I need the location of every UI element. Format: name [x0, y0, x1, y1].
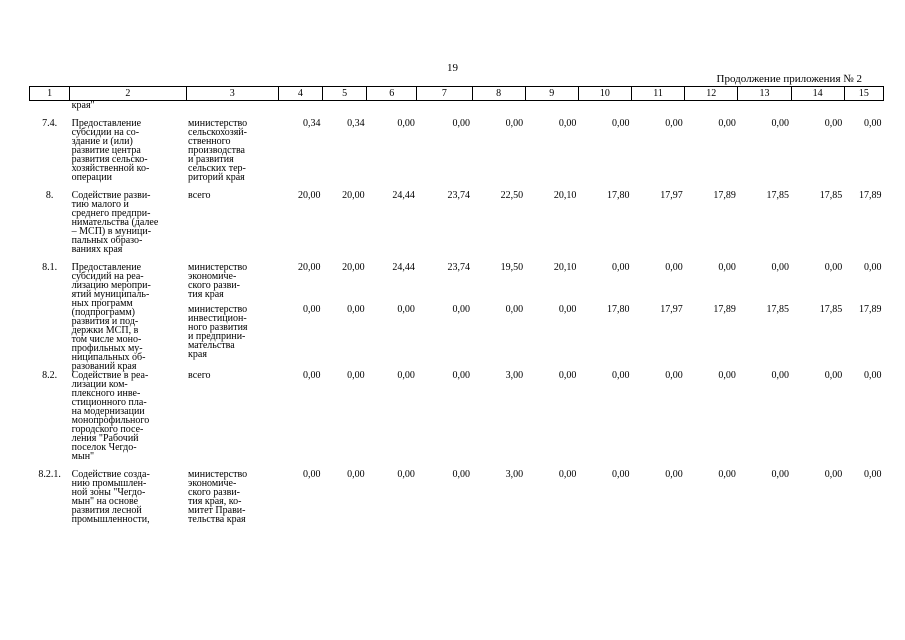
executor-line: мательства [188, 339, 235, 351]
value-cell: 0,00 [824, 262, 843, 273]
column-header: 5 [323, 87, 367, 101]
executor-line: всего [188, 370, 211, 381]
executor [186, 305, 278, 371]
column-header: 11 [632, 87, 685, 101]
value-cell: 23,74 [447, 190, 470, 201]
table-row [30, 113, 884, 191]
table-row [30, 470, 884, 533]
value-cell: 20,00 [342, 190, 365, 201]
value-cell: 17,97 [660, 190, 683, 201]
value-cell: 17,97 [660, 303, 683, 315]
executor-line: сельскохозяй- [188, 127, 247, 138]
executor-line: министерство [188, 262, 248, 273]
value-cell: 19,50 [500, 262, 524, 273]
item-name-line: монопрофильного [71, 415, 150, 426]
value-cell: 0,00 [824, 118, 843, 129]
value-cell: 0,00 [864, 370, 882, 381]
executor [186, 470, 278, 533]
value-cell: 0,00 [718, 469, 736, 480]
item-name-line: среднего предпри- [71, 208, 151, 219]
value-cell: 17,85 [819, 303, 843, 315]
item-name-line: – МСП) в муници- [71, 226, 152, 237]
column-number-row [30, 87, 884, 101]
executor-line: тия края, ко- [188, 496, 242, 507]
executor-line: тия края [188, 289, 224, 300]
value-cell: 0,00 [347, 370, 365, 381]
value-cell: 0,00 [612, 370, 630, 381]
value-cell: 0,00 [824, 370, 843, 381]
column-header: 2 [70, 87, 186, 101]
item-name-line: держки МСП, в [71, 325, 139, 336]
value-cell: 0,00 [303, 469, 321, 480]
value-cell: 0,00 [558, 469, 577, 480]
item-number: 8.1. [42, 262, 58, 273]
item-name-line: Содействие в реа- [71, 370, 149, 381]
value-cell: 17,85 [766, 190, 790, 201]
executor-line: экономиче- [188, 271, 237, 282]
item-name-line: тию малого и [71, 199, 129, 210]
value-cell: 0,00 [665, 469, 683, 480]
value-cell: 24,44 [392, 190, 415, 201]
item-name-line: плексного инве- [71, 388, 141, 399]
item-name-line: профильных му- [71, 343, 143, 354]
executor-line: министерство [188, 303, 248, 315]
value-cell: 0,00 [347, 303, 365, 315]
column-header: 8 [472, 87, 525, 101]
value-cell: 23,74 [447, 262, 470, 273]
value-cell: 3,00 [505, 370, 524, 381]
executor-line: сельских тер- [188, 163, 246, 174]
item-name-line: лизации ком- [71, 379, 128, 390]
value-cell: 20,00 [298, 190, 321, 201]
column-header: 4 [278, 87, 322, 101]
item-name-line: операции [71, 172, 112, 183]
column-header: 1 [30, 87, 70, 101]
item-name-line: поселок Чегдо- [71, 442, 137, 453]
value-cell: 0,00 [718, 370, 736, 381]
item-name-line: лизацию меропри- [71, 280, 151, 291]
value-cell: 0,00 [452, 370, 470, 381]
column-header: 9 [525, 87, 578, 101]
value-cell: 0,00 [665, 262, 683, 273]
item-number: 8.2. [42, 370, 58, 381]
item-name-line: ления "Рабочий [71, 433, 139, 444]
value-cell: 17,89 [713, 190, 736, 201]
item-name-line: пальных образо- [71, 235, 143, 246]
table-row [30, 371, 884, 470]
item-name [70, 371, 186, 470]
value-cell: 0,00 [303, 370, 321, 381]
value-cell: 22,50 [500, 190, 524, 201]
executor [186, 263, 278, 305]
item-name-line: хозяйственной ко- [71, 163, 150, 174]
value-cell: 0,00 [864, 469, 882, 480]
item-name-line: ниципальных об- [71, 352, 146, 363]
value-cell: 3,00 [505, 469, 524, 480]
executor-line: края [188, 348, 207, 360]
value-cell: 0,00 [771, 370, 790, 381]
item-number: 8. [45, 190, 54, 201]
executor-line: риторий края [188, 172, 245, 183]
item-name-line: городского посе- [71, 424, 144, 435]
value-cell: 20,00 [342, 262, 365, 273]
value-cell: 0,34 [303, 118, 321, 129]
value-cell: 0,00 [612, 262, 630, 273]
item-name-line: Предоставление [71, 262, 142, 273]
item-name-line: нию промышлен- [71, 478, 147, 489]
value-cell: 0,00 [864, 118, 882, 129]
value-cell: 0,00 [505, 303, 524, 315]
continuation-text: края" [71, 100, 95, 111]
item-name-line: стиционного пла- [71, 397, 147, 408]
item-name-line: Содействие созда- [71, 469, 150, 480]
executor-line: производства [188, 145, 245, 156]
item-name-line: на модернизации [71, 406, 145, 417]
page-number: 19 [447, 62, 458, 74]
value-cell: 0,00 [718, 262, 736, 273]
value-cell: 0,00 [612, 469, 630, 480]
item-name-line: ных программ [71, 298, 133, 309]
value-cell: 0,00 [771, 118, 790, 129]
column-header: 13 [738, 87, 791, 101]
item-name-line: промышленности, [71, 514, 150, 525]
executor [186, 113, 278, 191]
executor-line: министерство [188, 118, 248, 129]
item-name-line: Содействие разви- [71, 190, 151, 201]
item-number: 7.4. [42, 118, 58, 129]
value-cell: 0,00 [665, 370, 683, 381]
item-name [70, 113, 186, 191]
column-header: 12 [685, 87, 738, 101]
value-cell: 17,80 [607, 190, 630, 201]
value-cell: 0,00 [505, 118, 524, 129]
column-header: 7 [417, 87, 472, 101]
value-cell: 0,00 [452, 469, 470, 480]
value-cell: 20,10 [553, 190, 577, 201]
column-header: 3 [186, 87, 278, 101]
value-cell: 0,00 [452, 303, 470, 315]
item-name [70, 470, 186, 533]
item-name [70, 263, 186, 371]
value-cell: 0,00 [665, 118, 683, 129]
appendix-table [29, 86, 884, 533]
executor [186, 191, 278, 263]
value-cell: 0,00 [397, 469, 415, 480]
executor-line: всего [188, 190, 211, 201]
item-name-line: ятий муниципаль- [71, 289, 150, 300]
executor-line: экономиче- [188, 478, 237, 489]
column-header: 10 [578, 87, 631, 101]
item-name-line: здание и (или) [71, 136, 133, 147]
value-cell: 24,44 [392, 262, 415, 273]
executor-line: митет Прави- [188, 505, 246, 516]
value-cell: 0,00 [347, 469, 365, 480]
executor-line: ского разви- [188, 280, 240, 291]
table-row [30, 191, 884, 263]
item-name [70, 191, 186, 263]
executor-line: министерство [188, 469, 248, 480]
column-header: 6 [367, 87, 417, 101]
continuation-title: Продолжение приложения № 2 [716, 73, 862, 85]
value-cell: 0,00 [771, 262, 790, 273]
value-cell: 0,34 [347, 118, 365, 129]
value-cell: 0,00 [558, 303, 577, 315]
value-cell: 17,80 [607, 303, 630, 315]
value-cell: 17,89 [713, 303, 736, 315]
value-cell: 0,00 [558, 118, 577, 129]
executor-line: ственного [188, 136, 231, 147]
value-cell: 0,00 [452, 118, 470, 129]
item-name-line: том числе моно- [71, 334, 142, 345]
value-cell: 20,10 [553, 262, 577, 273]
executor [186, 371, 278, 470]
item-name-line: Предоставление [71, 118, 142, 129]
value-cell: 0,00 [864, 262, 882, 273]
value-cell: 17,89 [859, 190, 882, 201]
item-name-line: нимательства (далее [71, 217, 159, 228]
value-cell: 17,85 [766, 303, 790, 315]
item-name-line: ваниях края [71, 244, 123, 255]
item-name-line: развития и под- [71, 316, 139, 327]
executor-line: и предприни- [188, 330, 246, 342]
value-cell: 0,00 [397, 370, 415, 381]
executor-line: ного развития [188, 321, 248, 333]
item-name-line: разований края [71, 361, 137, 372]
item-name-line: развития лесной [71, 505, 142, 516]
value-cell: 17,85 [819, 190, 843, 201]
value-cell: 0,00 [303, 303, 321, 315]
executor-line: инвестицион- [188, 312, 247, 324]
table-row [30, 263, 884, 305]
executor-line: ского разви- [188, 487, 240, 498]
value-cell: 0,00 [558, 370, 577, 381]
executor-line: тельства края [188, 514, 246, 525]
value-cell: 0,00 [612, 118, 630, 129]
item-name-line: субсидий на реа- [71, 271, 144, 282]
value-cell: 0,00 [397, 303, 415, 315]
item-name-line: ной зоны "Чегдо- [71, 487, 146, 498]
value-cell: 20,00 [298, 262, 321, 273]
column-header: 15 [844, 87, 883, 101]
executor-line: и развития [188, 154, 234, 165]
item-name-line: (подпрограмм) [71, 307, 135, 318]
item-name-line: развития сельско- [71, 154, 148, 165]
continuation-row [30, 101, 884, 114]
item-name-line: мын" [71, 451, 95, 462]
value-cell: 0,00 [397, 118, 415, 129]
value-cell: 0,00 [718, 118, 736, 129]
value-cell: 0,00 [824, 469, 843, 480]
column-header: 14 [791, 87, 844, 101]
item-name-line: развитие центра [71, 145, 141, 156]
value-cell: 17,89 [859, 303, 882, 315]
item-name-line: субсидии на со- [71, 127, 140, 138]
item-name-line: мын" на основе [71, 496, 139, 507]
item-number: 8.2.1. [38, 469, 61, 480]
value-cell: 0,00 [771, 469, 790, 480]
